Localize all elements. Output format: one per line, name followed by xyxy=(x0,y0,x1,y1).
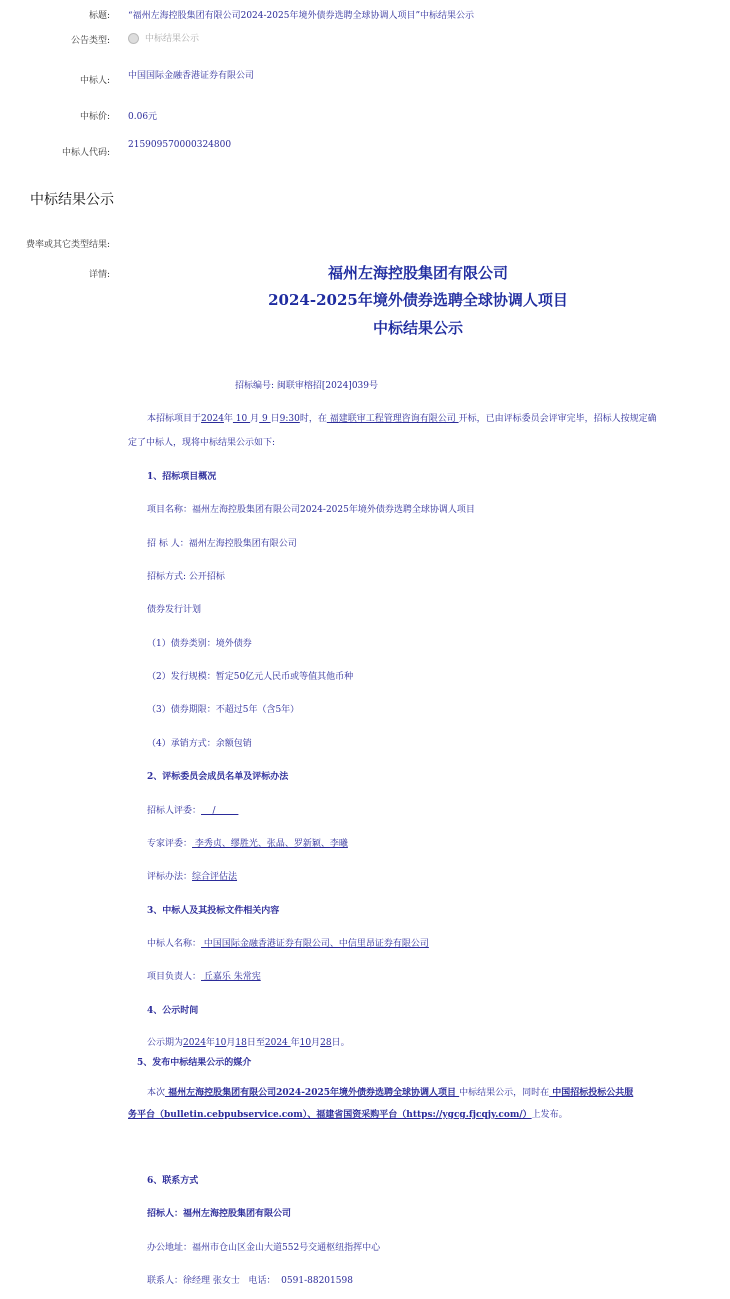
winner-names: 中标人名称： 中国国际金融香港证券有限公司、中信里昂证券有限公司 xyxy=(147,939,429,949)
doc-title-2: 2024-2025年境外债券选聘全球协调人项目 xyxy=(268,291,568,309)
project-leader: 项目负责人： 丘嘉乐 朱常宪 xyxy=(147,972,261,982)
contact-address: 办公地址：福州市仓山区金山大道552号交通枢纽指挥中心 xyxy=(147,1243,381,1253)
plan-item-3: （3）债券期限：不超过5年（含5年） xyxy=(147,705,300,715)
type-label: 公告类型: xyxy=(70,36,110,46)
detail-label: 详情: xyxy=(88,270,110,280)
tender-method: 招标方式: 公开招标 xyxy=(147,572,225,582)
plan-item-4: （4）承销方式：余额包销 xyxy=(147,739,252,749)
title-value: “福州左海控股集团有限公司2024-2025年境外债券选聘全球协调人项目”中标结果公示 xyxy=(128,11,475,21)
plan-item-2: （2）发行规模：暂定50亿元人民币或等值其他币种 xyxy=(147,672,354,682)
price-value: 0.06元 xyxy=(128,112,158,122)
intro-line-2: 定了中标人，现将中标结果公示如下: xyxy=(128,438,276,448)
heading-3: 3、中标人及其投标文件相关内容 xyxy=(147,906,280,916)
experts: 专家评委： 李秀贞、缪胜光、张晶、罗新颖、李曦 xyxy=(147,839,348,849)
type-field xyxy=(128,31,199,44)
contact-tenderer: 招标人：福州左海控股集团有限公司 xyxy=(147,1209,292,1219)
section-title: 中标结果公示 xyxy=(30,192,114,208)
radio-icon xyxy=(128,33,139,44)
project-name: 项目名称：福州左海控股集团有限公司2024-2025年境外债券选聘全球协调人项目 xyxy=(147,505,475,515)
tenderer: 招 标 人：福州左海控股集团有限公司 xyxy=(147,539,297,549)
contact-person: 联系人：徐经理 张女士 电话： 0591-88201598 xyxy=(147,1276,353,1286)
heading-6: 6、联系方式 xyxy=(147,1176,199,1186)
platform-link[interactable]: 中国招标投标公共服 xyxy=(549,1088,634,1098)
heading-2: 2、评标委员会成员名单及评标办法 xyxy=(147,772,289,782)
winner-value: 中国国际金融香港证券有限公司 xyxy=(128,71,255,81)
doc-title-1: 福州左海控股集团有限公司 xyxy=(327,264,508,282)
price-label: 中标价: xyxy=(79,112,110,122)
bond-plan: 债券发行计划 xyxy=(147,605,202,615)
heading-4: 4、公示时间 xyxy=(147,1006,199,1016)
title-label: 标题: xyxy=(88,11,110,21)
publicity-period: 公示期为2024年10月18日至2024 年10月28日。 xyxy=(147,1038,350,1048)
platform-link-2[interactable]: 务平台（bulletin.cebpubservice.com）、福建省国资采购平台（https://ygcg.fjcqjy.com/） xyxy=(128,1110,532,1120)
code-label: 中标人代码: xyxy=(61,148,110,158)
media-line-2: 务平台（bulletin.cebpubservice.com）、福建省国资采购平台（https://ygcg.fjcqjy.com/）上发布。 xyxy=(128,1110,568,1120)
intro-line-1: 本招标项目于2024年 10 月 9 日9:30时，在 福建联审工程管理咨询有限公司 开标，已由评标委员会评审完毕，招标人按规定确 xyxy=(147,414,657,424)
eval-method: 评标办法：综合评估法 xyxy=(147,872,238,882)
type-value: 中标结果公示 xyxy=(145,34,200,44)
heading-1: 1、招标项目概况 xyxy=(147,472,217,482)
heading-5: 5、发布中标结果公示的媒介 xyxy=(137,1058,252,1068)
code-value: 215909570000324800 xyxy=(128,140,232,150)
tender-rep: 招标人评委： / xyxy=(147,806,239,816)
winner-label: 中标人: xyxy=(79,76,110,86)
project-link[interactable]: 福州左海控股集团有限公司2024-2025年境外债券选聘全球协调人项目 xyxy=(165,1088,460,1098)
bid-number: 招标编号: 闽联审榕招[2024]039号 xyxy=(235,381,378,391)
plan-item-1: （1）债券类别：境外债券 xyxy=(147,639,252,649)
rate-label: 费率或其它类型结果: xyxy=(25,240,110,250)
doc-title-3: 中标结果公示 xyxy=(372,319,463,337)
media-line-1: 本次 福州左海控股集团有限公司2024-2025年境外债券选聘全球协调人项目 中标结果公示，同时在 中国招标投标公共服 xyxy=(147,1088,634,1098)
